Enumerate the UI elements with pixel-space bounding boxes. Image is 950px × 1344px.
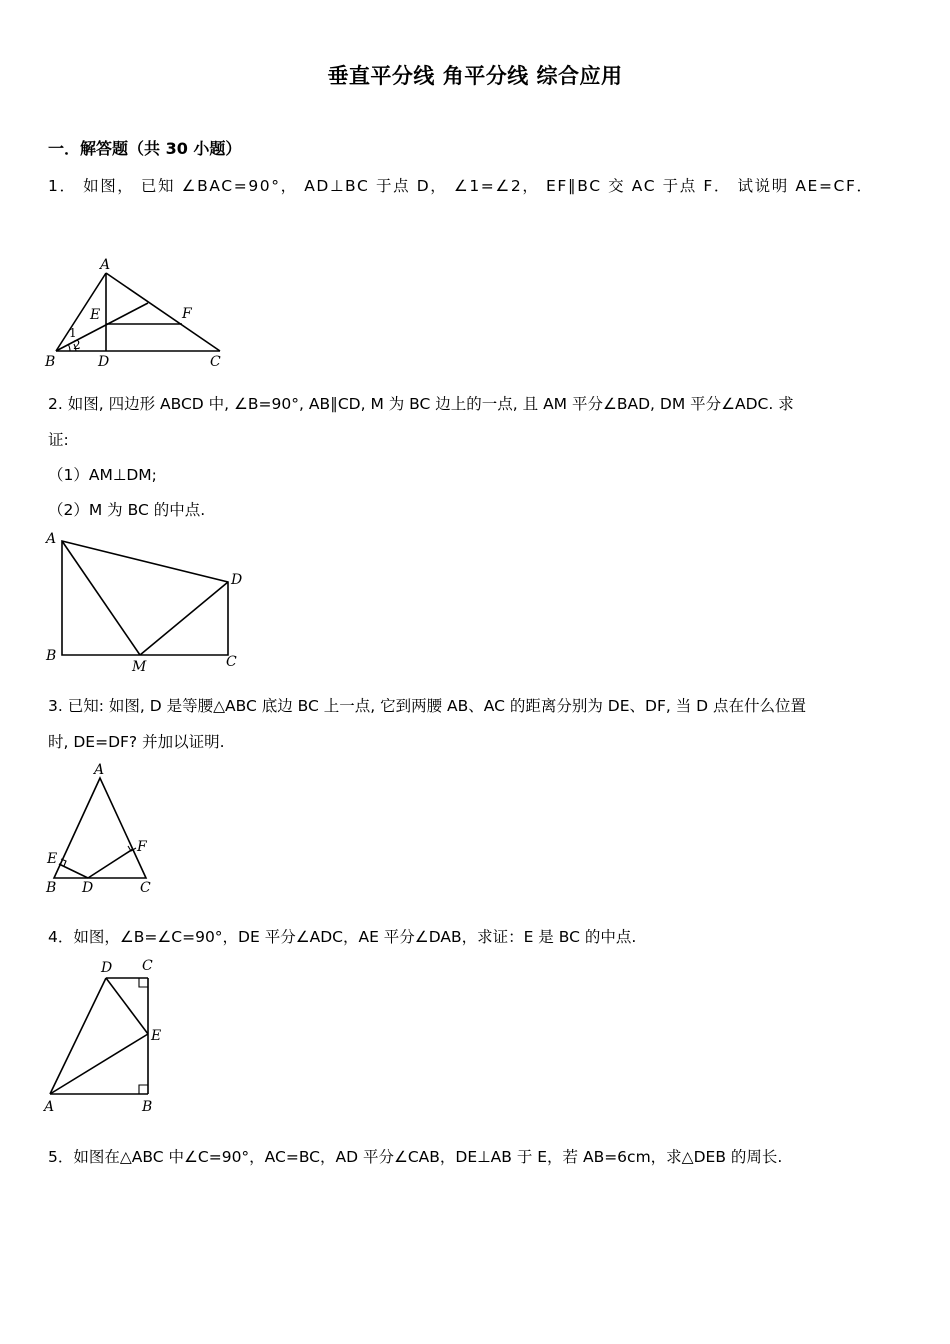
fig1-label-A: A — [100, 257, 111, 273]
fig1-label-angle2: 2 — [73, 338, 81, 352]
fig4-label-D: D — [101, 960, 113, 976]
problem-2-text-line-2: 证: — [48, 431, 69, 449]
fig2-label-D: D — [231, 572, 243, 588]
figure-1 — [40, 252, 240, 372]
fig4-label-E: E — [151, 1028, 162, 1044]
fig3-label-C: C — [140, 880, 151, 896]
fig3-label-B: B — [46, 880, 57, 896]
fig4-label-B: B — [142, 1099, 153, 1115]
problem-3-text-line-2: 时, DE=DF? 并加以证明. — [48, 733, 225, 751]
fig2-label-A: A — [46, 531, 57, 547]
fig4-label-C: C — [142, 958, 153, 974]
figure-2 — [40, 525, 260, 675]
fig2-label-B: B — [46, 648, 57, 664]
fig1-label-D: D — [98, 354, 110, 370]
problem-4-text: 4．如图，∠B=∠C=90°，DE 平分∠ADC，AE 平分∠DAB，求证：E 是 BC 的中点. — [48, 928, 637, 946]
fig1-label-F: F — [182, 306, 192, 322]
fig3-label-A: A — [94, 762, 105, 778]
fig1-label-B: B — [45, 354, 56, 370]
problem-3-text-line-1: 3. 已知: 如图, D 是等腰△ABC 底边 BC 上一点, 它到两腰 AB、AC 的距离分别为 DE、DF, 当 D 点在什么位置 — [48, 697, 807, 715]
fig3-label-D: D — [82, 880, 94, 896]
problem-2-part-1: （1）AM⊥DM; — [48, 466, 157, 484]
problem-5-text: 5．如图在△ABC 中∠C=90°，AC=BC，AD 平分∠CAB，DE⊥AB 于 E，若 AB=6cm，求△DEB 的周长. — [48, 1148, 783, 1166]
figure-3 — [40, 760, 170, 900]
fig1-label-E: E — [90, 307, 101, 323]
fig3-label-F: F — [137, 839, 147, 855]
fig1-label-C: C — [210, 354, 221, 370]
figure-4 — [40, 955, 180, 1120]
problem-2-text-line-1: 2. 如图, 四边形 ABCD 中, ∠B=90°, AB∥CD, M 为 BC 边上的一点, 且 AM 平分∠BAD, DM 平分∠ADC. 求 — [48, 395, 794, 413]
problem-2-part-2: （2）M 为 BC 的中点. — [48, 501, 206, 519]
fig3-label-E: E — [47, 851, 58, 867]
fig2-label-C: C — [226, 654, 237, 670]
problem-1-text: 1． 如图， 已知 ∠BAC=90°， AD⊥BC 于点 D， ∠1=∠2， EF∥BC 交 AC 于点 F． 试说明 AE=CF． — [48, 177, 874, 195]
page-title: 垂直平分线 角平分线 综合应用 — [327, 64, 623, 88]
section-heading: 一．解答题（共 30 小题） — [48, 139, 242, 158]
fig4-label-A: A — [44, 1099, 55, 1115]
fig2-label-M: M — [132, 659, 147, 675]
fig1-label-angle1: 1 — [69, 326, 77, 340]
